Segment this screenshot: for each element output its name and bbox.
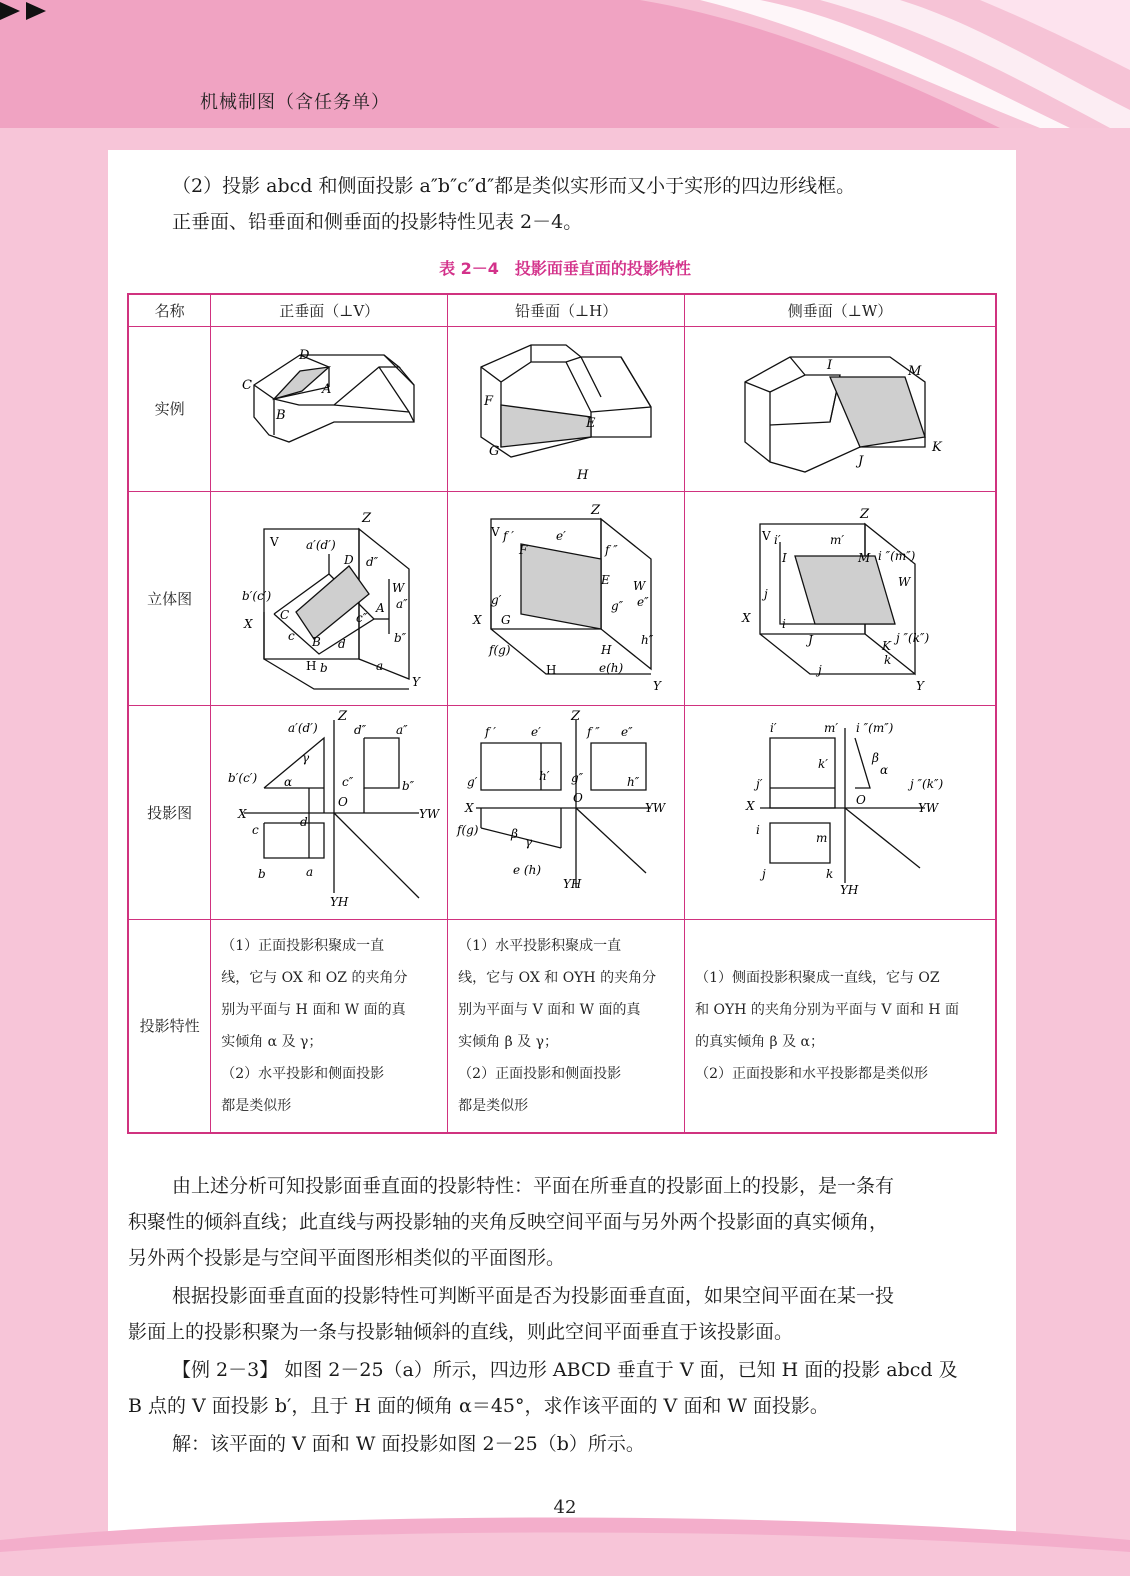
ex1-label-A: A [322, 381, 332, 397]
header-horizontal: 铅垂面（⊥H） [448, 294, 685, 326]
p2-label-g: g′ [467, 774, 478, 789]
p2-label-gamma: γ [525, 834, 533, 849]
s2-label-Y: Y [653, 678, 662, 693]
body-line-5: 影面上的投影积聚为一条与投影轴倾斜的直线，则此空间平面垂直于该投影面。 [128, 1321, 794, 1343]
p1-label-YW: YW [419, 806, 440, 821]
3d-profile-drawing [690, 494, 990, 699]
ex1-label-C: C [242, 377, 253, 393]
p1-label-d2: d″ [354, 722, 367, 737]
s2-label-eh: e(h) [599, 660, 624, 675]
s3-label-i-lower: i [782, 616, 786, 631]
p1-label-gamma: γ [302, 750, 310, 765]
s2-label-V: V [491, 524, 500, 539]
p3-label-j2k2: j ″(k″) [910, 776, 944, 791]
p2-label-fg: f(g) [457, 822, 479, 837]
p2-label-e: e′ [531, 724, 541, 739]
solution-line: 解：该平面的 V 面和 W 面投影如图 2－25（b）所示。 [172, 1433, 645, 1455]
p3-label-j: j′ [756, 776, 763, 791]
proj-frontal-drawing [214, 708, 444, 913]
s3-label-Z: Z [860, 506, 870, 522]
traits-horizontal-line-2: 线，它与 OX 和 OYH 的夹角分 [458, 969, 657, 986]
ex3-label-J: J [858, 453, 864, 469]
traits-frontal-line-2: 线，它与 OX 和 OZ 的夹角分 [221, 969, 408, 986]
s1-label-a2: a″ [396, 596, 408, 611]
example-horizontal [448, 326, 685, 491]
s1-label-X: X [244, 616, 253, 631]
p3-label-j-lower: j [762, 866, 766, 881]
p3-label-YH: YH [840, 882, 859, 897]
s3-label-i: i′ [774, 532, 781, 547]
example-profile-drawing [690, 327, 990, 487]
p1-label-b2: b″ [402, 778, 415, 793]
s2-label-H: H [601, 642, 612, 657]
proj-frontal [211, 705, 448, 919]
example-line-1: 【例 2－3】 如图 2－25（a）所示，四边形 ABCD 垂直于 V 面，已知 H 面的投影 abcd 及 [172, 1359, 958, 1381]
s3-label-m: m′ [830, 532, 845, 547]
example-frontal-drawing [214, 327, 444, 487]
traits-frontal-line-4: 实倾角 α 及 γ； [221, 1033, 323, 1050]
p2-label-e2: e″ [621, 724, 633, 739]
s3-label-I: I [782, 550, 787, 565]
s3-label-J: J [808, 632, 813, 647]
p2-label-Z: Z [571, 708, 581, 724]
double-arrow-icon [0, 0, 60, 22]
p3-label-YW: YW [918, 800, 939, 815]
example-line-2: B 点的 V 面投影 b′，且于 H 面的倾角 α＝45°，求作该平面的 V 面和 W 面投影。 [128, 1395, 829, 1417]
p2-label-O: O [573, 790, 583, 805]
p1-label-b: b [258, 866, 266, 881]
traits-profile-line-4: （2）正面投影和水平投影都是类似形 [695, 1065, 928, 1082]
header-title: 机械制图（含任务单） [200, 92, 390, 113]
p1-label-a: a [306, 864, 314, 879]
traits-profile-line-1: （1）侧面投影积聚成一直线，它与 OZ [695, 969, 940, 986]
s1-label-a-d: a′(d′) [306, 537, 336, 552]
traits-frontal-line-5: （2）水平投影和侧面投影 [221, 1065, 385, 1082]
s3-label-j-lower: j [818, 662, 822, 677]
proj-horizontal [448, 705, 685, 919]
ex2-label-E: E [586, 415, 596, 431]
s1-label-D: D [344, 552, 354, 567]
s2-label-H-plane: H [546, 662, 557, 677]
s2-label-G: G [501, 612, 511, 627]
traits-frontal-line-1: （1）正面投影积聚成一直 [221, 937, 385, 954]
traits-horizontal-line-1: （1）水平投影积聚成一直 [458, 937, 622, 954]
p1-label-YH: YH [330, 894, 349, 909]
s1-label-c2: c″ [356, 610, 368, 625]
row-label-projection: 投影图 [128, 705, 211, 919]
p1-label-X: X [238, 806, 247, 821]
3d-horizontal [448, 491, 685, 705]
p2-label-f2: f ″ [587, 724, 600, 739]
s1-label-V: V [270, 534, 279, 549]
s1-label-C: C [280, 607, 290, 622]
p3-label-O: O [856, 792, 866, 807]
row-traits [128, 919, 996, 1133]
s1-label-d: d [338, 636, 346, 651]
s1-label-d2: d″ [366, 554, 379, 569]
s1-label-W: W [392, 580, 405, 595]
ex1-label-B: B [276, 407, 286, 423]
ex1-label-D: D [299, 347, 310, 363]
body-line-3: 另外两个投影是与空间平面图形相类似的平面图形。 [128, 1247, 566, 1269]
s2-label-X: X [473, 612, 482, 627]
p1-label-a2: a″ [396, 722, 408, 737]
s2-label-Z: Z [591, 502, 601, 518]
traits-horizontal-line-5: （2）正面投影和侧面投影 [458, 1065, 622, 1082]
p2-label-YW: YW [645, 800, 666, 815]
p3-label-alpha: α [880, 762, 889, 777]
s2-label-g2: g″ [611, 598, 624, 613]
traits-frontal-line-6: 都是类似形 [221, 1097, 292, 1114]
p1-label-d: d [300, 814, 308, 829]
proj-profile [685, 705, 996, 919]
s2-label-e2: e″ [637, 594, 649, 609]
p2-label-h2: h″ [627, 774, 640, 789]
traits-frontal [211, 919, 448, 1133]
p3-label-k: k′ [818, 756, 829, 771]
s1-label-Z: Z [362, 510, 372, 526]
p3-label-m: m′ [824, 720, 839, 735]
row-3d [128, 491, 996, 705]
s1-label-c: c [288, 628, 295, 643]
3d-profile [685, 491, 996, 705]
s1-label-b: b [320, 660, 328, 675]
s2-label-e: e′ [556, 528, 566, 543]
traits-profile-line-2: 和 OYH 的夹角分别为平面与 V 面和 H 面 [695, 1001, 960, 1018]
body-line-4: 根据投影面垂直面的投影特性可判断平面是否为投影面垂直面，如果空间平面在某一投 [172, 1285, 895, 1307]
body-line-1: 由上述分析可知投影面垂直面的投影特性：平面在所垂直的投影面上的投影，是一条有 [172, 1175, 895, 1197]
header-decoration [0, 0, 1130, 142]
p1-label-c: c [252, 822, 259, 837]
p1-label-a-d: a′(d′) [288, 720, 318, 735]
row-projection [128, 705, 996, 919]
s2-label-h2: h″ [641, 632, 654, 647]
s1-label-b2: b″ [394, 630, 407, 645]
traits-horizontal-line-6: 都是类似形 [458, 1097, 529, 1114]
s3-label-i2m2: i ″(m″) [878, 548, 916, 563]
ex3-label-M: M [908, 363, 922, 379]
s1-label-Y: Y [412, 674, 421, 689]
s2-label-g: g′ [491, 592, 502, 607]
s2-label-f2: f ″ [605, 542, 618, 557]
p3-label-beta: β [872, 750, 879, 765]
p3-label-X: X [746, 798, 755, 813]
s1-label-b-c: b′(c′) [242, 588, 272, 603]
s2-label-W: W [633, 578, 646, 593]
s3-label-V: V [762, 528, 771, 543]
projection-table [127, 293, 997, 1134]
example-profile [685, 326, 996, 491]
s1-label-a: a [376, 658, 384, 673]
s3-label-j: j [764, 586, 768, 601]
p2-label-eh: e (h) [513, 862, 542, 877]
traits-frontal-line-3: 别为平面与 H 面和 W 面的真 [221, 1001, 406, 1018]
p1-label-c2: c″ [342, 774, 354, 789]
s3-label-j2k2: j ″(k″) [896, 630, 930, 645]
row-label-traits: 投影特性 [128, 919, 211, 1133]
page-number: 42 [553, 1497, 577, 1518]
traits-profile [685, 919, 996, 1133]
s1-label-A: A [376, 600, 385, 615]
traits-horizontal-line-4: 实倾角 β 及 γ； [458, 1033, 558, 1050]
traits-horizontal [448, 919, 685, 1133]
p2-label-h: h′ [539, 768, 550, 783]
s3-label-M: M [858, 550, 871, 565]
row-example [128, 326, 996, 491]
p3-label-i-lower: i [756, 822, 760, 837]
p2-label-YH: YH [563, 876, 582, 891]
ex2-label-H: H [577, 467, 589, 483]
p2-label-X: X [465, 800, 474, 815]
traits-horizontal-line-3: 别为平面与 V 面和 W 面的真 [458, 1001, 641, 1018]
proj-horizontal-drawing [451, 708, 681, 913]
example-horizontal-drawing [451, 327, 681, 487]
s2-label-f: f ′ [503, 528, 515, 543]
s3-label-W: W [898, 574, 911, 589]
p2-label-f: f ′ [485, 724, 497, 739]
header-frontal: 正垂面（⊥V） [211, 294, 448, 326]
ex3-label-I: I [827, 357, 833, 373]
p2-label-beta: β [511, 826, 519, 841]
p1-label-alpha: α [284, 774, 293, 789]
p3-label-i2m2: i ″(m″) [856, 720, 894, 735]
s2-label-F: F [519, 542, 528, 557]
table-caption: 表 2－4 投影面垂直面的投影特性 [439, 259, 691, 278]
row-label-3d: 立体图 [128, 491, 211, 705]
p1-label-O: O [338, 794, 349, 809]
body-line-2: 积聚性的倾斜直线；此直线与两投影轴的夹角反映空间平面与另外两个投影面的真实倾角， [128, 1211, 889, 1233]
3d-frontal [211, 491, 448, 705]
s2-label-E: E [601, 572, 610, 587]
header-name: 名称 [128, 294, 211, 326]
ex3-label-K: K [932, 439, 942, 455]
traits-profile-line-3: 的真实倾角 β 及 α； [695, 1033, 824, 1050]
s3-label-K: K [882, 638, 891, 653]
s3-label-Y: Y [916, 678, 924, 693]
3d-frontal-drawing [214, 494, 444, 699]
ex2-label-F: F [484, 393, 494, 409]
s1-label-B: B [312, 634, 322, 649]
header-profile: 侧垂面（⊥W） [685, 294, 996, 326]
p1-label-Z: Z [338, 708, 348, 724]
intro-line-1: （2）投影 abcd 和侧面投影 a″b″c″d″都是类似实形而又小于实形的四边形线框。 [172, 175, 856, 197]
p3-label-i: i′ [770, 720, 777, 735]
p3-label-m-lower: m [816, 830, 828, 845]
s1-label-H: H [306, 658, 317, 673]
proj-profile-drawing [690, 708, 990, 913]
p2-label-g2: g″ [571, 770, 584, 785]
3d-horizontal-drawing [451, 494, 681, 699]
s2-label-fg: f(g) [489, 642, 511, 657]
intro-line-2: 正垂面、铅垂面和侧垂面的投影特性见表 2－4。 [172, 211, 583, 233]
example-frontal [211, 326, 448, 491]
header-band [0, 0, 1130, 142]
s3-label-X: X [742, 610, 751, 625]
s3-label-k: k [884, 652, 892, 667]
ex2-label-G: G [489, 443, 500, 459]
row-label-example: 实例 [128, 326, 211, 491]
table-header-row [128, 294, 996, 326]
p3-label-k-lower: k [826, 866, 834, 881]
p1-label-b-c: b′(c′) [228, 770, 258, 785]
